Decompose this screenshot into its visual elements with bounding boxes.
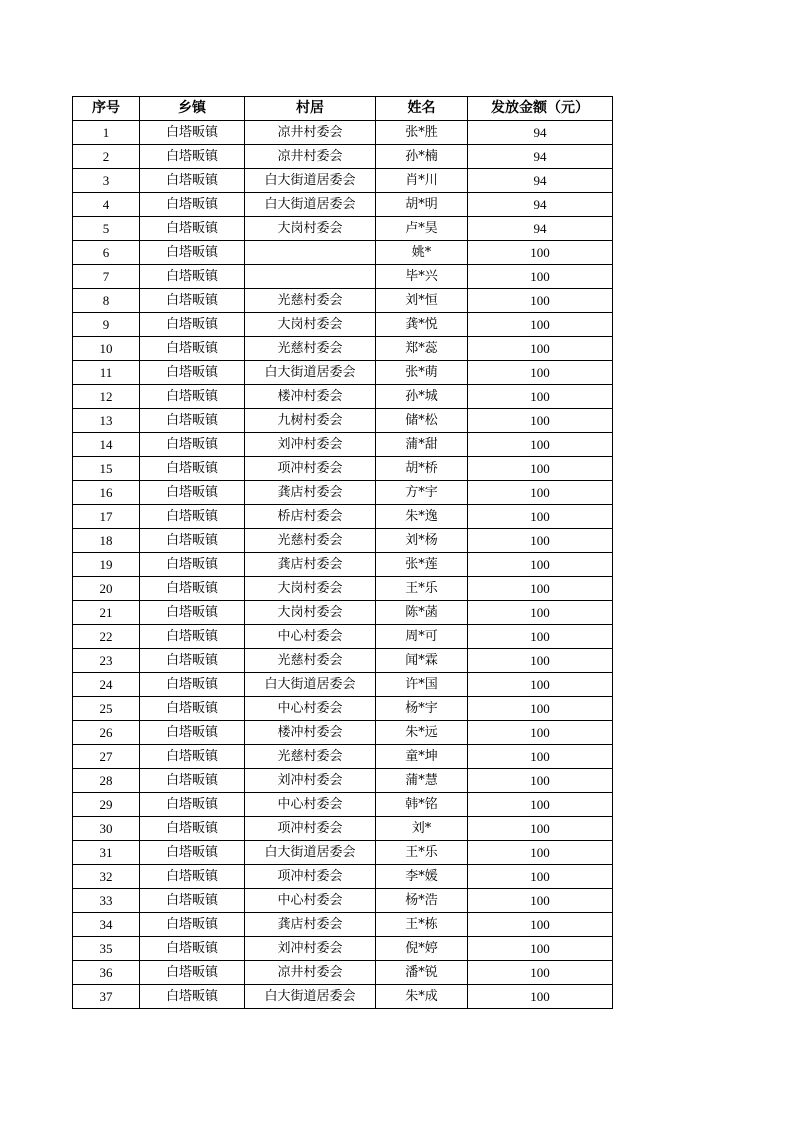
cell-name: 王*乐 bbox=[376, 577, 468, 601]
cell-village: 龚店村委会 bbox=[245, 481, 376, 505]
cell-village: 光慈村委会 bbox=[245, 337, 376, 361]
cell-amount: 100 bbox=[468, 913, 613, 937]
cell-village: 中心村委会 bbox=[245, 793, 376, 817]
cell-name: 韩*铭 bbox=[376, 793, 468, 817]
cell-village bbox=[245, 265, 376, 289]
cell-village: 桥店村委会 bbox=[245, 505, 376, 529]
cell-amount: 94 bbox=[468, 121, 613, 145]
cell-village bbox=[245, 241, 376, 265]
cell-village: 凉井村委会 bbox=[245, 145, 376, 169]
col-header-amount: 发放金额（元） bbox=[468, 97, 613, 121]
cell-name: 胡*桥 bbox=[376, 457, 468, 481]
cell-amount: 100 bbox=[468, 577, 613, 601]
cell-serial: 13 bbox=[73, 409, 140, 433]
cell-name: 朱*远 bbox=[376, 721, 468, 745]
cell-amount: 100 bbox=[468, 745, 613, 769]
cell-amount: 100 bbox=[468, 841, 613, 865]
cell-name: 童*坤 bbox=[376, 745, 468, 769]
cell-name: 卢*昊 bbox=[376, 217, 468, 241]
cell-name: 张*胜 bbox=[376, 121, 468, 145]
table-row bbox=[73, 841, 613, 865]
cell-serial: 29 bbox=[73, 793, 140, 817]
cell-amount: 100 bbox=[468, 481, 613, 505]
table-row bbox=[73, 121, 613, 145]
cell-amount: 100 bbox=[468, 337, 613, 361]
cell-amount: 100 bbox=[468, 265, 613, 289]
cell-serial: 37 bbox=[73, 985, 140, 1009]
cell-township: 白塔畈镇 bbox=[140, 313, 245, 337]
cell-township: 白塔畈镇 bbox=[140, 385, 245, 409]
cell-serial: 3 bbox=[73, 169, 140, 193]
col-header-name: 姓名 bbox=[376, 97, 468, 121]
cell-name: 倪*婷 bbox=[376, 937, 468, 961]
table-body bbox=[73, 121, 613, 1009]
table-row bbox=[73, 313, 613, 337]
cell-village: 光慈村委会 bbox=[245, 649, 376, 673]
table-row bbox=[73, 529, 613, 553]
cell-township: 白塔畈镇 bbox=[140, 409, 245, 433]
cell-village: 中心村委会 bbox=[245, 697, 376, 721]
cell-name: 孙*楠 bbox=[376, 145, 468, 169]
cell-village: 刘冲村委会 bbox=[245, 937, 376, 961]
table-row bbox=[73, 793, 613, 817]
cell-name: 朱*逸 bbox=[376, 505, 468, 529]
cell-name: 刘* bbox=[376, 817, 468, 841]
cell-serial: 22 bbox=[73, 625, 140, 649]
cell-township: 白塔畈镇 bbox=[140, 841, 245, 865]
cell-township: 白塔畈镇 bbox=[140, 769, 245, 793]
cell-name: 蒲*甜 bbox=[376, 433, 468, 457]
cell-serial: 23 bbox=[73, 649, 140, 673]
cell-name: 张*莲 bbox=[376, 553, 468, 577]
table-row bbox=[73, 865, 613, 889]
cell-serial: 34 bbox=[73, 913, 140, 937]
table-row bbox=[73, 481, 613, 505]
cell-amount: 100 bbox=[468, 289, 613, 313]
cell-name: 郑*蕊 bbox=[376, 337, 468, 361]
cell-amount: 100 bbox=[468, 937, 613, 961]
cell-amount: 100 bbox=[468, 361, 613, 385]
cell-amount: 100 bbox=[468, 721, 613, 745]
distribution-table bbox=[72, 96, 613, 1009]
cell-village: 大岗村委会 bbox=[245, 577, 376, 601]
cell-amount: 100 bbox=[468, 505, 613, 529]
cell-amount: 94 bbox=[468, 217, 613, 241]
cell-township: 白塔畈镇 bbox=[140, 265, 245, 289]
cell-village: 大岗村委会 bbox=[245, 313, 376, 337]
cell-village: 光慈村委会 bbox=[245, 529, 376, 553]
cell-name: 姚* bbox=[376, 241, 468, 265]
table-row bbox=[73, 265, 613, 289]
cell-serial: 5 bbox=[73, 217, 140, 241]
table-row bbox=[73, 361, 613, 385]
cell-township: 白塔畈镇 bbox=[140, 697, 245, 721]
cell-name: 杨*宇 bbox=[376, 697, 468, 721]
cell-township: 白塔畈镇 bbox=[140, 481, 245, 505]
cell-amount: 100 bbox=[468, 529, 613, 553]
cell-serial: 33 bbox=[73, 889, 140, 913]
table-row bbox=[73, 169, 613, 193]
cell-amount: 100 bbox=[468, 865, 613, 889]
cell-village: 项冲村委会 bbox=[245, 457, 376, 481]
cell-amount: 100 bbox=[468, 889, 613, 913]
cell-village: 中心村委会 bbox=[245, 889, 376, 913]
table-row bbox=[73, 241, 613, 265]
cell-amount: 100 bbox=[468, 769, 613, 793]
cell-serial: 1 bbox=[73, 121, 140, 145]
table-row bbox=[73, 601, 613, 625]
cell-name: 刘*恒 bbox=[376, 289, 468, 313]
cell-serial: 19 bbox=[73, 553, 140, 577]
cell-township: 白塔畈镇 bbox=[140, 673, 245, 697]
cell-village: 白大街道居委会 bbox=[245, 193, 376, 217]
cell-name: 许*国 bbox=[376, 673, 468, 697]
table-row bbox=[73, 745, 613, 769]
cell-name: 张*萌 bbox=[376, 361, 468, 385]
table-row bbox=[73, 625, 613, 649]
cell-serial: 31 bbox=[73, 841, 140, 865]
cell-village: 楼冲村委会 bbox=[245, 385, 376, 409]
cell-township: 白塔畈镇 bbox=[140, 553, 245, 577]
cell-amount: 100 bbox=[468, 697, 613, 721]
cell-serial: 11 bbox=[73, 361, 140, 385]
cell-name: 杨*浩 bbox=[376, 889, 468, 913]
cell-village: 楼冲村委会 bbox=[245, 721, 376, 745]
cell-serial: 2 bbox=[73, 145, 140, 169]
cell-serial: 28 bbox=[73, 769, 140, 793]
table-row bbox=[73, 649, 613, 673]
cell-village: 项冲村委会 bbox=[245, 817, 376, 841]
cell-township: 白塔畈镇 bbox=[140, 505, 245, 529]
cell-name: 胡*明 bbox=[376, 193, 468, 217]
cell-name: 周*可 bbox=[376, 625, 468, 649]
cell-amount: 100 bbox=[468, 385, 613, 409]
cell-serial: 17 bbox=[73, 505, 140, 529]
cell-village: 白大街道居委会 bbox=[245, 169, 376, 193]
cell-serial: 35 bbox=[73, 937, 140, 961]
cell-name: 孙*城 bbox=[376, 385, 468, 409]
cell-name: 王*乐 bbox=[376, 841, 468, 865]
cell-serial: 25 bbox=[73, 697, 140, 721]
cell-serial: 24 bbox=[73, 673, 140, 697]
cell-township: 白塔畈镇 bbox=[140, 721, 245, 745]
cell-amount: 100 bbox=[468, 433, 613, 457]
table-row bbox=[73, 433, 613, 457]
cell-amount: 100 bbox=[468, 649, 613, 673]
table-row bbox=[73, 697, 613, 721]
cell-village: 刘冲村委会 bbox=[245, 433, 376, 457]
cell-township: 白塔畈镇 bbox=[140, 601, 245, 625]
cell-township: 白塔畈镇 bbox=[140, 577, 245, 601]
cell-amount: 94 bbox=[468, 193, 613, 217]
table-row bbox=[73, 961, 613, 985]
header-row bbox=[73, 97, 613, 121]
cell-amount: 100 bbox=[468, 457, 613, 481]
cell-amount: 100 bbox=[468, 961, 613, 985]
cell-amount: 100 bbox=[468, 817, 613, 841]
table-row bbox=[73, 457, 613, 481]
cell-serial: 4 bbox=[73, 193, 140, 217]
cell-township: 白塔畈镇 bbox=[140, 433, 245, 457]
cell-village: 凉井村委会 bbox=[245, 121, 376, 145]
cell-township: 白塔畈镇 bbox=[140, 121, 245, 145]
cell-amount: 100 bbox=[468, 553, 613, 577]
cell-serial: 10 bbox=[73, 337, 140, 361]
cell-village: 白大街道居委会 bbox=[245, 985, 376, 1009]
table-row bbox=[73, 673, 613, 697]
cell-serial: 26 bbox=[73, 721, 140, 745]
cell-village: 刘冲村委会 bbox=[245, 769, 376, 793]
cell-serial: 8 bbox=[73, 289, 140, 313]
cell-name: 龚*悦 bbox=[376, 313, 468, 337]
col-header-serial: 序号 bbox=[73, 97, 140, 121]
cell-township: 白塔畈镇 bbox=[140, 241, 245, 265]
cell-amount: 94 bbox=[468, 145, 613, 169]
cell-township: 白塔畈镇 bbox=[140, 625, 245, 649]
table-row bbox=[73, 913, 613, 937]
table-row bbox=[73, 577, 613, 601]
cell-serial: 12 bbox=[73, 385, 140, 409]
cell-serial: 15 bbox=[73, 457, 140, 481]
cell-village: 龚店村委会 bbox=[245, 553, 376, 577]
table-row bbox=[73, 937, 613, 961]
cell-village: 项冲村委会 bbox=[245, 865, 376, 889]
cell-township: 白塔畈镇 bbox=[140, 529, 245, 553]
cell-village: 光慈村委会 bbox=[245, 289, 376, 313]
cell-serial: 27 bbox=[73, 745, 140, 769]
cell-serial: 21 bbox=[73, 601, 140, 625]
table-row bbox=[73, 337, 613, 361]
cell-village: 中心村委会 bbox=[245, 625, 376, 649]
cell-village: 龚店村委会 bbox=[245, 913, 376, 937]
cell-serial: 30 bbox=[73, 817, 140, 841]
cell-village: 凉井村委会 bbox=[245, 961, 376, 985]
cell-amount: 100 bbox=[468, 241, 613, 265]
table-row bbox=[73, 817, 613, 841]
cell-township: 白塔畈镇 bbox=[140, 865, 245, 889]
cell-amount: 94 bbox=[468, 169, 613, 193]
cell-serial: 36 bbox=[73, 961, 140, 985]
cell-name: 李*媛 bbox=[376, 865, 468, 889]
table-row bbox=[73, 217, 613, 241]
cell-village: 大岗村委会 bbox=[245, 217, 376, 241]
col-header-village: 村居 bbox=[245, 97, 376, 121]
cell-serial: 7 bbox=[73, 265, 140, 289]
cell-township: 白塔畈镇 bbox=[140, 193, 245, 217]
cell-township: 白塔畈镇 bbox=[140, 817, 245, 841]
table-row bbox=[73, 145, 613, 169]
cell-serial: 18 bbox=[73, 529, 140, 553]
cell-township: 白塔畈镇 bbox=[140, 961, 245, 985]
cell-serial: 14 bbox=[73, 433, 140, 457]
cell-township: 白塔畈镇 bbox=[140, 889, 245, 913]
cell-township: 白塔畈镇 bbox=[140, 337, 245, 361]
cell-village: 白大街道居委会 bbox=[245, 841, 376, 865]
cell-township: 白塔畈镇 bbox=[140, 361, 245, 385]
cell-village: 白大街道居委会 bbox=[245, 361, 376, 385]
cell-village: 光慈村委会 bbox=[245, 745, 376, 769]
cell-amount: 100 bbox=[468, 793, 613, 817]
cell-township: 白塔畈镇 bbox=[140, 145, 245, 169]
table-row bbox=[73, 289, 613, 313]
cell-name: 毕*兴 bbox=[376, 265, 468, 289]
cell-village: 大岗村委会 bbox=[245, 601, 376, 625]
cell-name: 刘*杨 bbox=[376, 529, 468, 553]
table-row bbox=[73, 409, 613, 433]
table-row bbox=[73, 769, 613, 793]
table-row bbox=[73, 721, 613, 745]
cell-serial: 16 bbox=[73, 481, 140, 505]
cell-name: 肖*川 bbox=[376, 169, 468, 193]
table-row bbox=[73, 985, 613, 1009]
cell-serial: 9 bbox=[73, 313, 140, 337]
table-header bbox=[73, 97, 613, 121]
cell-village: 白大街道居委会 bbox=[245, 673, 376, 697]
cell-township: 白塔畈镇 bbox=[140, 985, 245, 1009]
table-row bbox=[73, 553, 613, 577]
cell-serial: 6 bbox=[73, 241, 140, 265]
cell-name: 潘*锐 bbox=[376, 961, 468, 985]
table-row bbox=[73, 889, 613, 913]
cell-township: 白塔畈镇 bbox=[140, 457, 245, 481]
cell-amount: 100 bbox=[468, 673, 613, 697]
cell-township: 白塔畈镇 bbox=[140, 913, 245, 937]
cell-name: 储*松 bbox=[376, 409, 468, 433]
cell-township: 白塔畈镇 bbox=[140, 745, 245, 769]
col-header-township: 乡镇 bbox=[140, 97, 245, 121]
cell-township: 白塔畈镇 bbox=[140, 793, 245, 817]
cell-amount: 100 bbox=[468, 985, 613, 1009]
cell-serial: 32 bbox=[73, 865, 140, 889]
cell-name: 朱*成 bbox=[376, 985, 468, 1009]
table-row bbox=[73, 193, 613, 217]
cell-township: 白塔畈镇 bbox=[140, 649, 245, 673]
cell-amount: 100 bbox=[468, 409, 613, 433]
cell-village: 九树村委会 bbox=[245, 409, 376, 433]
cell-name: 王*栋 bbox=[376, 913, 468, 937]
cell-name: 方*宇 bbox=[376, 481, 468, 505]
cell-amount: 100 bbox=[468, 625, 613, 649]
cell-township: 白塔畈镇 bbox=[140, 289, 245, 313]
table-row bbox=[73, 505, 613, 529]
cell-name: 闻*霖 bbox=[376, 649, 468, 673]
cell-township: 白塔畈镇 bbox=[140, 169, 245, 193]
cell-amount: 100 bbox=[468, 601, 613, 625]
table-row bbox=[73, 385, 613, 409]
cell-serial: 20 bbox=[73, 577, 140, 601]
cell-township: 白塔畈镇 bbox=[140, 937, 245, 961]
cell-township: 白塔畈镇 bbox=[140, 217, 245, 241]
cell-name: 蒲*慧 bbox=[376, 769, 468, 793]
cell-amount: 100 bbox=[468, 313, 613, 337]
cell-name: 陈*菡 bbox=[376, 601, 468, 625]
